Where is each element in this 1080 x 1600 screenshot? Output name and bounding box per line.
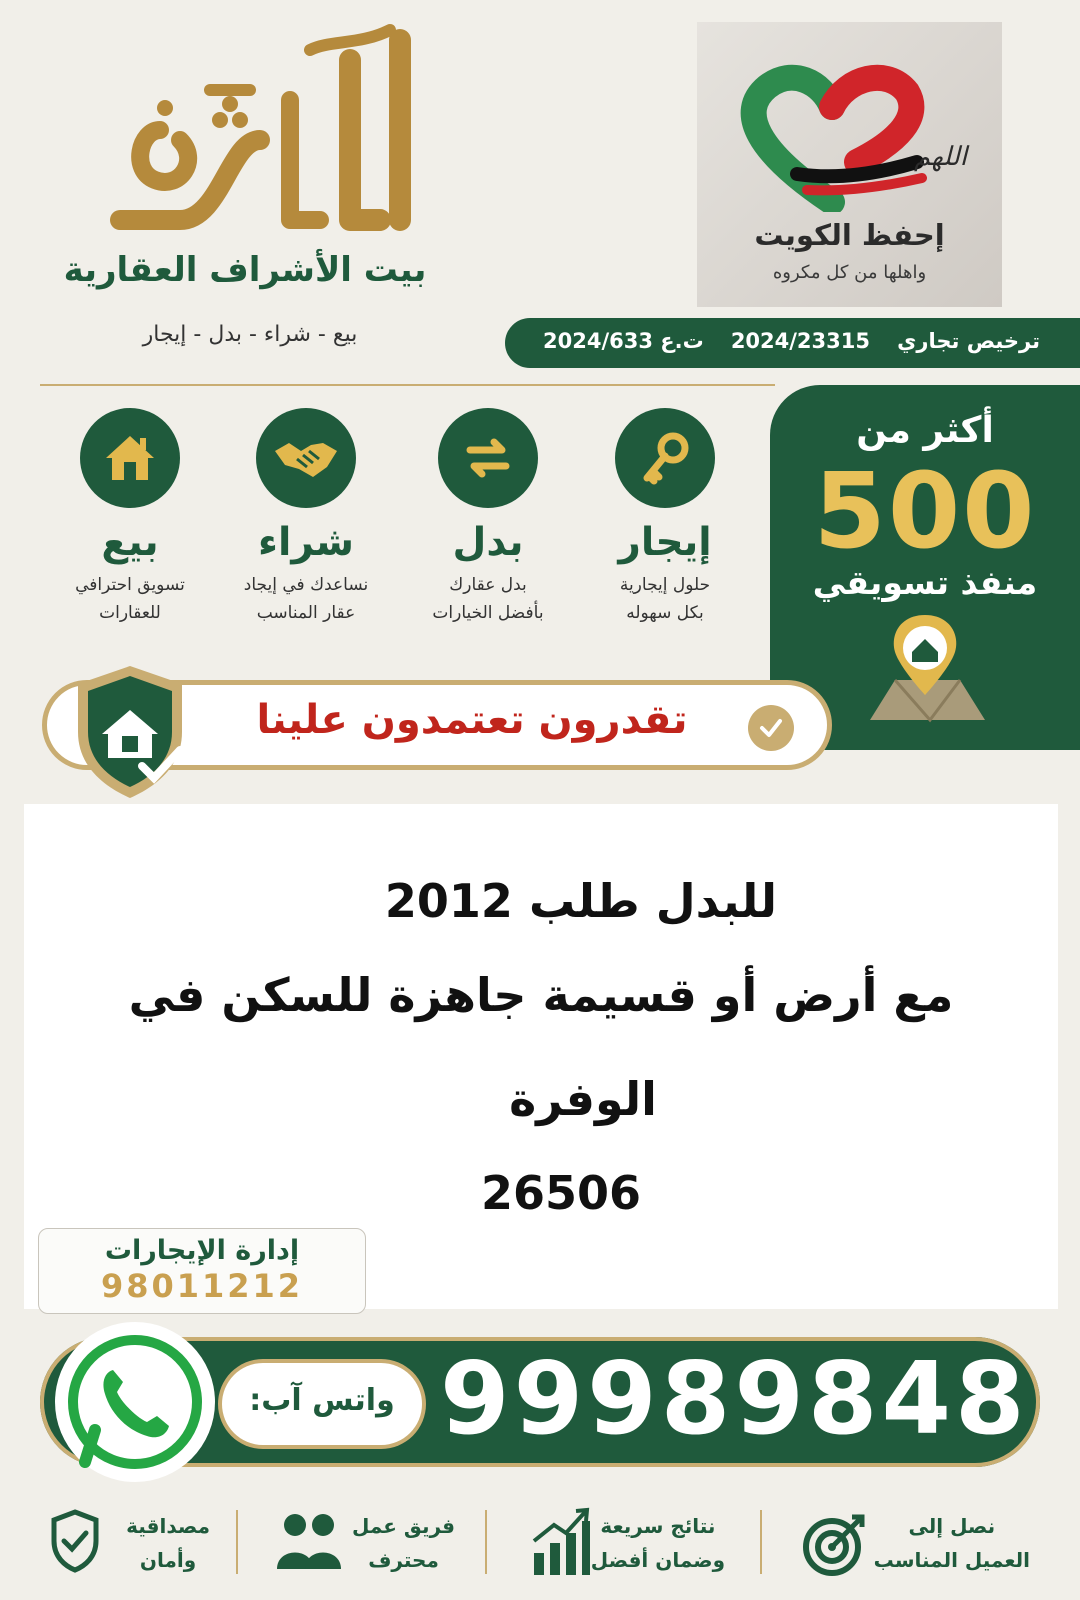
feature-line: نتائج سريعة — [600, 1514, 716, 1538]
feature-divider — [760, 1510, 762, 1574]
kuwait-title: إحفظ الكويت — [754, 218, 945, 252]
trust-text: تقدرون تعتمدون علينا — [256, 697, 688, 743]
map-pin-icon — [850, 610, 1000, 730]
service-desc-line: بكل سهوله — [626, 603, 704, 623]
services-tagline: بيع - شراء - بدل - إيجار — [142, 322, 358, 347]
service-desc-line: عقار المناسب — [256, 603, 356, 623]
feature-line: نصل إلى — [908, 1514, 996, 1538]
rentals-label: إدارة الإيجارات — [104, 1235, 300, 1266]
stat-more-than: أكثر من — [856, 410, 994, 451]
service-desc-line: بأفضل الخيارات — [432, 603, 544, 623]
rentals-box — [38, 1228, 366, 1314]
service-title: شراء — [258, 520, 354, 565]
service-desc-line: تسويق احترافي — [75, 575, 185, 595]
growth-chart-icon — [530, 1505, 592, 1577]
kuwait-subtitle: واهلها من كل مكروه — [772, 262, 927, 283]
license-number-1: 2024/23315 — [730, 329, 870, 353]
stat-label: منفذ تسويقي — [812, 563, 1038, 602]
check-icon — [748, 705, 794, 751]
feature-trust — [45, 1505, 215, 1585]
brand-logo — [60, 20, 440, 260]
rentals-phone[interactable]: 98011212 — [100, 1267, 304, 1305]
target-icon — [800, 1509, 870, 1579]
whatsapp-label: واتس آب: — [249, 1383, 395, 1418]
kuwait-heart-icon — [737, 62, 927, 212]
whatsapp-label-pill — [222, 1363, 422, 1445]
service-title: بيع — [101, 520, 159, 565]
feature-line: وأمان — [139, 1548, 197, 1572]
allahumma-text: اللهم — [913, 142, 967, 172]
service-title: بدل — [452, 520, 524, 565]
feature-line: فريق عمل — [352, 1514, 455, 1538]
feature-divider — [236, 1510, 238, 1574]
whatsapp-icon[interactable] — [55, 1322, 215, 1482]
team-icon — [275, 1511, 343, 1571]
service-sell — [50, 408, 210, 627]
whatsapp-number[interactable]: 99989848 — [440, 1340, 1029, 1457]
listing-line-4: 26506 — [480, 1166, 642, 1220]
exchange-icon — [438, 408, 538, 508]
service-desc-line: بدل عقارك — [449, 575, 527, 595]
service-desc-line: نساعدك في إيجاد — [243, 575, 369, 595]
shield-house-icon — [70, 662, 190, 802]
feature-reach — [800, 1505, 1060, 1585]
listing-line-2: مع أرض أو قسيمة جاهزة للسكن في — [128, 968, 954, 1022]
license-bar — [505, 318, 1080, 368]
listing-line-1: للبدل طلب 2012 — [384, 874, 778, 928]
feature-line: محترف — [368, 1548, 439, 1572]
handshake-icon — [256, 408, 356, 508]
feature-divider — [485, 1510, 487, 1574]
key-icon — [615, 408, 715, 508]
listing-line-3: الوفرة — [509, 1072, 657, 1126]
service-exchange — [408, 408, 568, 627]
feature-line: وضمان أفضل — [590, 1548, 725, 1572]
feature-results — [525, 1505, 745, 1585]
kuwait-card — [697, 22, 1002, 307]
license-number-2: ت.ع 2024/633 — [543, 329, 704, 353]
service-desc-line: حلول إيجارية — [619, 575, 711, 595]
feature-line: مصداقية — [126, 1514, 210, 1538]
service-buy — [226, 408, 386, 627]
service-rent — [585, 408, 745, 627]
service-title: إيجار — [618, 520, 712, 565]
license-label: ترخيص تجاري — [897, 329, 1040, 353]
feature-line: العميل المناسب — [873, 1548, 1030, 1572]
stat-value: 500 — [813, 450, 1037, 572]
service-desc-line: للعقارات — [99, 603, 161, 623]
house-icon — [80, 408, 180, 508]
brand-name: بيت الأشراف العقارية — [63, 250, 427, 290]
header-divider — [40, 384, 775, 386]
feature-team — [275, 1505, 460, 1585]
shield-check-icon — [50, 1509, 100, 1573]
